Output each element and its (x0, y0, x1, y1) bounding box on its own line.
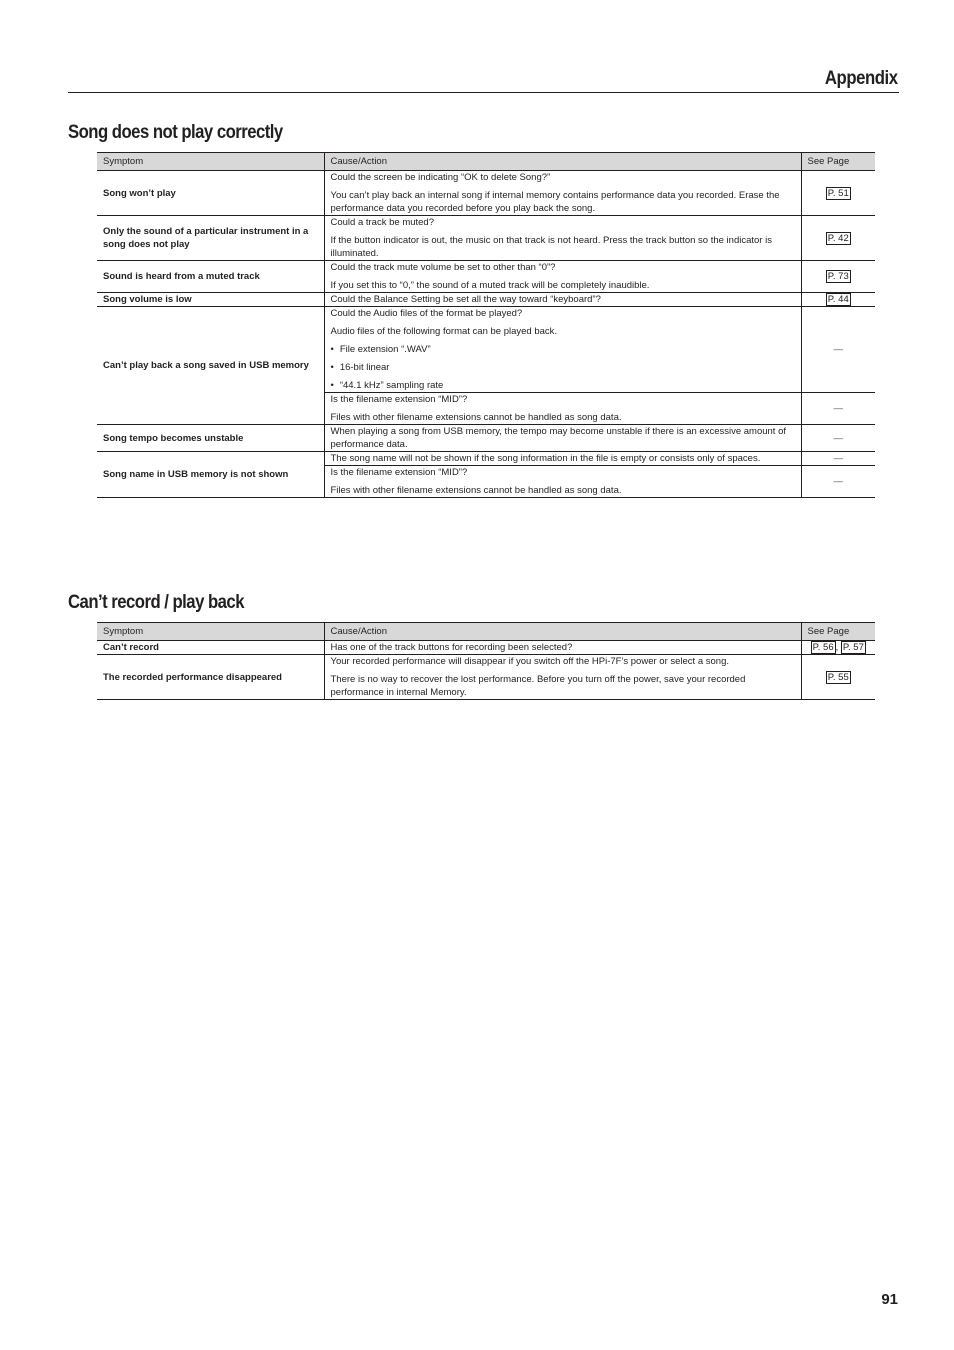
page-reference-link[interactable]: P. 51 (827, 187, 849, 199)
symptom-cell: The recorded performance disappeared (97, 655, 324, 700)
bullet-item: • 16-bit linear (331, 361, 795, 374)
symptom-cell: Song won’t play (97, 171, 324, 216)
cause-action-text: Has one of the track buttons for recording been selected? (330, 642, 573, 653)
cause-action-text: Is the filename extension “MID”? (330, 467, 468, 478)
column-header-cause-action: Cause/Action (324, 623, 801, 641)
cause-action-text: There is no way to recover the lost performance. Before you turn off the power, save your recorded performance in internal Memory. (330, 674, 746, 698)
table-header-row (97, 153, 875, 171)
see-page-cell (801, 171, 875, 216)
no-page-dash: — (833, 432, 843, 444)
symptom-cell: Only the sound of a particular instrument in a song does not play (97, 216, 324, 261)
no-page-dash: — (833, 476, 843, 487)
cause-action-cell (324, 466, 801, 498)
column-header-cause-action: Cause/Action (324, 153, 801, 171)
see-page-cell (801, 216, 875, 261)
see-page-cell (801, 655, 875, 700)
cause-action-text: Could the Balance Setting be set all the way toward “keyboard”? (330, 294, 601, 305)
cause-action-text: Could a track be muted? (330, 217, 435, 228)
page-reference-link[interactable]: P. 42 (827, 232, 849, 244)
table-row (97, 641, 875, 655)
cause-action-text: Is the filename extension “MID”? (330, 394, 468, 405)
page-reference-link[interactable]: P. 55 (827, 671, 849, 683)
table-row (97, 171, 875, 216)
cause-action-text: The song name will not be shown if the song information in the file is empty or consists only of spaces. (330, 453, 761, 464)
troubleshooting-table-song-playback (97, 152, 875, 498)
see-page-cell (801, 425, 875, 452)
table-row (97, 655, 875, 700)
see-page-cell (801, 641, 875, 655)
cause-action-cell (324, 393, 801, 425)
table-row (97, 261, 875, 293)
cause-action-text: Could the Audio files of the format be played? (330, 308, 523, 319)
cause-action-cell (324, 261, 801, 293)
troubleshooting-table-record-playback (97, 622, 875, 700)
table-row (97, 307, 875, 393)
column-header-symptom: Symptom (97, 623, 324, 641)
no-page-dash: — (833, 403, 843, 414)
page-reference-link[interactable]: P. 73 (827, 271, 849, 282)
column-header-symptom: Symptom (97, 153, 324, 171)
cause-action-cell (324, 293, 801, 307)
table-row (97, 293, 875, 307)
no-page-dash: — (833, 344, 843, 355)
cause-action-text: Files with other filename extensions cannot be handled as song data. (330, 485, 622, 496)
see-page-cell (801, 261, 875, 293)
header-title: Appendix (825, 68, 898, 89)
cause-action-text: Could the screen be indicating “OK to delete Song?” (330, 172, 551, 183)
cause-action-text: Audio files of the following format can be played back. (330, 326, 558, 337)
cause-action-cell (324, 216, 801, 261)
bullet-item: • File extension “.WAV” (331, 343, 795, 356)
symptom-cell: Song tempo becomes unstable (97, 425, 324, 452)
page-number: 91 (881, 1291, 898, 1308)
symptom-cell: Song name in USB memory is not shown (97, 452, 324, 498)
cause-action-text: If you set this to “0,” the sound of a muted track will be completely inaudible. (330, 280, 650, 291)
table-row (97, 216, 875, 261)
see-page-cell (801, 293, 875, 307)
cause-action-text: If the button indicator is out, the music on that track is not heard. Press the track button so the indicator is illuminated. (330, 235, 772, 259)
table-row (97, 425, 875, 452)
symptom-cell: Song volume is low (97, 293, 324, 307)
cause-action-text: When playing a song from USB memory, the tempo may become unstable if there is an excessive amount of performance data. (330, 426, 787, 450)
see-page-cell (801, 466, 875, 498)
page-reference-link[interactable]: P. 56 (812, 642, 834, 653)
section-title-record-playback: Can’t record / play back (68, 592, 244, 613)
column-header-see-page: See Page (801, 623, 875, 641)
bullet-item: • “44.1 kHz” sampling rate (331, 379, 795, 392)
no-page-dash: — (833, 453, 843, 464)
page-reference-link[interactable]: P. 57 (842, 642, 864, 653)
cause-action-text: Your recorded performance will disappear if you switch off the HPi-7F’s power or select a song. (330, 656, 729, 667)
cause-action-cell (324, 641, 801, 655)
cause-action-cell (324, 307, 801, 393)
symptom-cell: Can’t record (97, 641, 324, 655)
table-header-row (97, 623, 875, 641)
cause-action-cell (324, 171, 801, 216)
section-title-song-playback: Song does not play correctly (68, 122, 283, 143)
header-rule (68, 92, 899, 93)
page-reference-link[interactable]: P. 44 (827, 294, 849, 305)
cause-action-text: You can’t play back an internal song if internal memory contains performance data you recorded. Erase the performance data you recorded before you play back the song. (330, 190, 780, 214)
symptom-cell: Sound is heard from a muted track (97, 261, 324, 293)
see-page-cell (801, 307, 875, 393)
see-page-cell (801, 452, 875, 466)
cause-action-cell (324, 452, 801, 466)
page-ref-separator: , (835, 642, 841, 653)
cause-action-text: Could the track mute volume be set to other than “0”? (330, 262, 556, 273)
symptom-cell: Can’t play back a song saved in USB memory (97, 307, 324, 425)
column-header-see-page: See Page (801, 153, 875, 171)
see-page-cell (801, 393, 875, 425)
cause-action-cell (324, 655, 801, 700)
cause-action-text: Files with other filename extensions cannot be handled as song data. (330, 412, 622, 423)
table-row (97, 452, 875, 466)
cause-action-cell (324, 425, 801, 452)
